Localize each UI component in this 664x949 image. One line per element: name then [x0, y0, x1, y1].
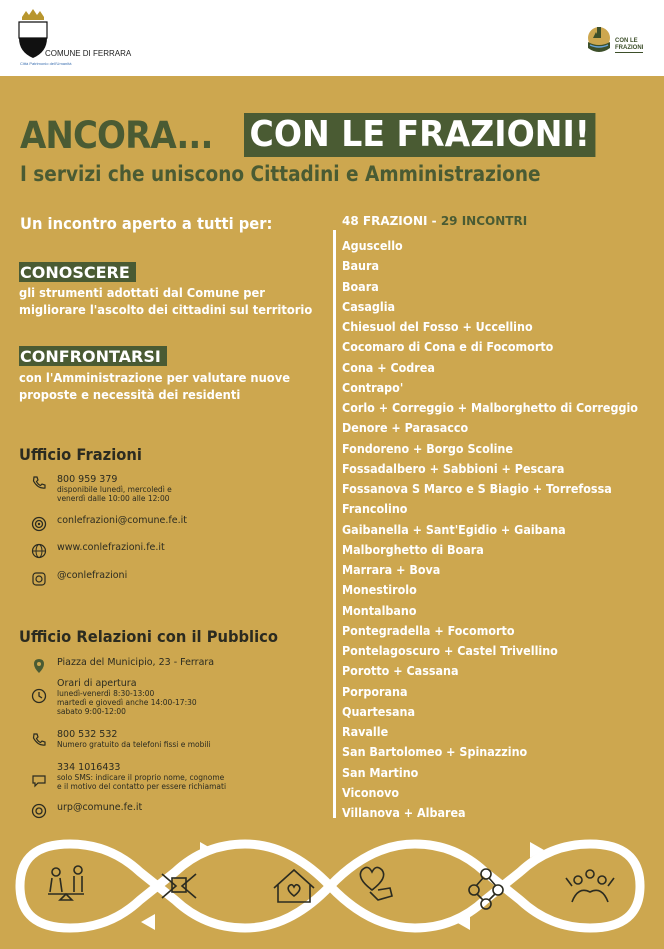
- con-le-frazioni-logo-text: CON LE FRAZIONI: [615, 38, 644, 51]
- frazione-list-item: Quartesana: [342, 704, 416, 719]
- frazione-list-item: Porporana: [342, 684, 408, 699]
- frazioni-phone[interactable]: 800 959 379: [57, 474, 118, 485]
- tag-confrontarsi: CONFRONTARSI: [19, 346, 167, 366]
- frazione-list-item: Boara: [342, 279, 379, 294]
- at-sign-icon: [31, 516, 47, 532]
- ufficio-frazioni-title: Ufficio Frazioni: [19, 445, 142, 464]
- frazione-list-item: Chiesuol del Fosso + Uccellino: [342, 320, 533, 334]
- title-part-frazioni: CON LE FRAZIONI!: [244, 113, 595, 157]
- frazioni-list: [342, 236, 660, 823]
- frazioni-web-row: [31, 542, 165, 559]
- urp-address-row: [31, 657, 214, 674]
- frazione-list-item: Fossadalbero + Sabbioni + Pescara: [342, 461, 565, 476]
- frazione-list-item: Fondoreno + Borgo Scoline: [342, 441, 513, 456]
- title-part-ancora: ANCORA...: [20, 113, 213, 157]
- community-icon: [566, 870, 614, 902]
- phone-icon: [31, 475, 47, 491]
- con-le-frazioni-logo-icon: [587, 18, 615, 58]
- frazioni-website[interactable]: www.conlefrazioni.fe.it: [57, 542, 165, 553]
- frazioni-social-row: [31, 570, 127, 587]
- frazione-list-item: Pontegradella + Focomorto: [342, 623, 515, 638]
- frazione-list-item: Malborghetto di Boara: [342, 542, 484, 557]
- heart-hand-icon: [360, 867, 392, 900]
- frazioni-phone-row: 800 959 379 disponibile lunedì, mercoledì e venerdì dalle 10:00 alle 12:00: [31, 474, 172, 503]
- map-pin-icon: [31, 658, 47, 674]
- frazione-list-item: Gaibanella + Sant'Egidio + Gaibana: [342, 522, 566, 537]
- main-title: [20, 112, 626, 158]
- puzzle-hands-icon: [162, 874, 196, 898]
- frazioni-email-row: [31, 515, 187, 532]
- frazione-list-item: Montalbano: [342, 603, 417, 618]
- frazione-list-item: Cocomaro di Cona e di Focomorto: [342, 340, 554, 355]
- footer-infinity-band: [0, 830, 664, 940]
- frazione-list-item: Cona + Codrea: [342, 360, 435, 375]
- frazione-list-item: Aguscello: [342, 239, 403, 253]
- frazione-list-item: Corlo + Correggio + Malborghetto di Correggio: [342, 401, 638, 415]
- frazione-list-item: Contrapo': [342, 380, 404, 395]
- urp-address: Piazza del Municipio, 23 - Ferrara: [57, 657, 215, 668]
- comune-subtitle: Città Patrimonio dell'Umanità: [20, 61, 72, 66]
- tag-conoscere: CONOSCERE: [19, 262, 136, 282]
- urp-sms[interactable]: 334 1016433: [57, 762, 121, 773]
- desc-confrontarsi: con l'Amministrazione per valutare nuove proposte e necessità dei residenti: [19, 370, 291, 402]
- subtitle: I servizi che uniscono Cittadini e Amministrazione: [20, 162, 541, 186]
- ferrara-crest-icon: [18, 8, 48, 60]
- frazione-list-item: Villanova + Albarea: [342, 806, 466, 820]
- frazione-list-item: San Bartolomeo + Spinazzino: [342, 745, 528, 760]
- clock-icon: [31, 688, 47, 704]
- urp-hours-title: Orari di apertura: [57, 678, 137, 689]
- house-heart-icon: [274, 870, 314, 902]
- people-balance-icon: [48, 866, 84, 900]
- comune-name: COMUNE DI FERRARA: [45, 49, 132, 58]
- frazione-list-item: Porotto + Cassana: [342, 664, 459, 679]
- at-sign-icon: [31, 803, 47, 819]
- urp-sms-row: 334 1016433 solo SMS: indicare il proprio nome, cognome e il motivo del contatto per essere richiamati: [31, 762, 226, 791]
- frazione-list-item: Monestirolo: [342, 583, 417, 598]
- frazione-list-item: Ravalle: [342, 725, 389, 739]
- sms-message-icon: [31, 772, 47, 788]
- frazioni-list-heading: 48 FRAZIONI - 29 INCONTRI: [342, 214, 528, 228]
- frazioni-social[interactable]: @conlefrazioni: [57, 570, 128, 581]
- header: [0, 0, 664, 76]
- list-divider: [333, 230, 336, 818]
- urp-email-row: [31, 802, 142, 819]
- urp-phone[interactable]: 800 532 532: [57, 729, 118, 740]
- frazione-list-item: Casaglia: [342, 299, 396, 314]
- social-media-icon: [31, 571, 47, 587]
- phone-icon: [31, 732, 47, 748]
- frazione-list-item: Marrara + Bova: [342, 563, 441, 577]
- urp-title: Ufficio Relazioni con il Pubblico: [19, 627, 278, 646]
- urp-phone-row: 800 532 532 Numero gratuito da telefoni fissi e mobili: [31, 729, 211, 749]
- frazione-list-item: San Martino: [342, 765, 419, 780]
- frazione-list-item: Francolino: [342, 502, 408, 517]
- desc-conoscere: gli strumenti adottati dal Comune per migliorare l'ascolto dei cittadini sul territorio: [19, 285, 313, 317]
- urp-hours-row: Orari di apertura lunedì-venerdì 8:30-13:00 martedì e giovedì anche 14:00-17:30 sabato 9:00-12:00: [31, 678, 197, 716]
- frazioni-email[interactable]: conlefrazioni@comune.fe.it: [57, 515, 187, 526]
- frazione-list-item: Denore + Parasacco: [342, 421, 469, 436]
- frazione-list-item: Viconovo: [342, 785, 400, 800]
- globe-icon: [31, 543, 47, 559]
- urp-email[interactable]: urp@comune.fe.it: [57, 802, 143, 813]
- frazione-list-item: Fossanova S Marco e S Biagio + Torrefossa: [342, 482, 612, 496]
- frazione-list-item: Baura: [342, 259, 380, 274]
- frazione-list-item: Pontelagoscuro + Castel Trivellino: [342, 644, 558, 658]
- intro-text: Un incontro aperto a tutti per:: [20, 214, 273, 233]
